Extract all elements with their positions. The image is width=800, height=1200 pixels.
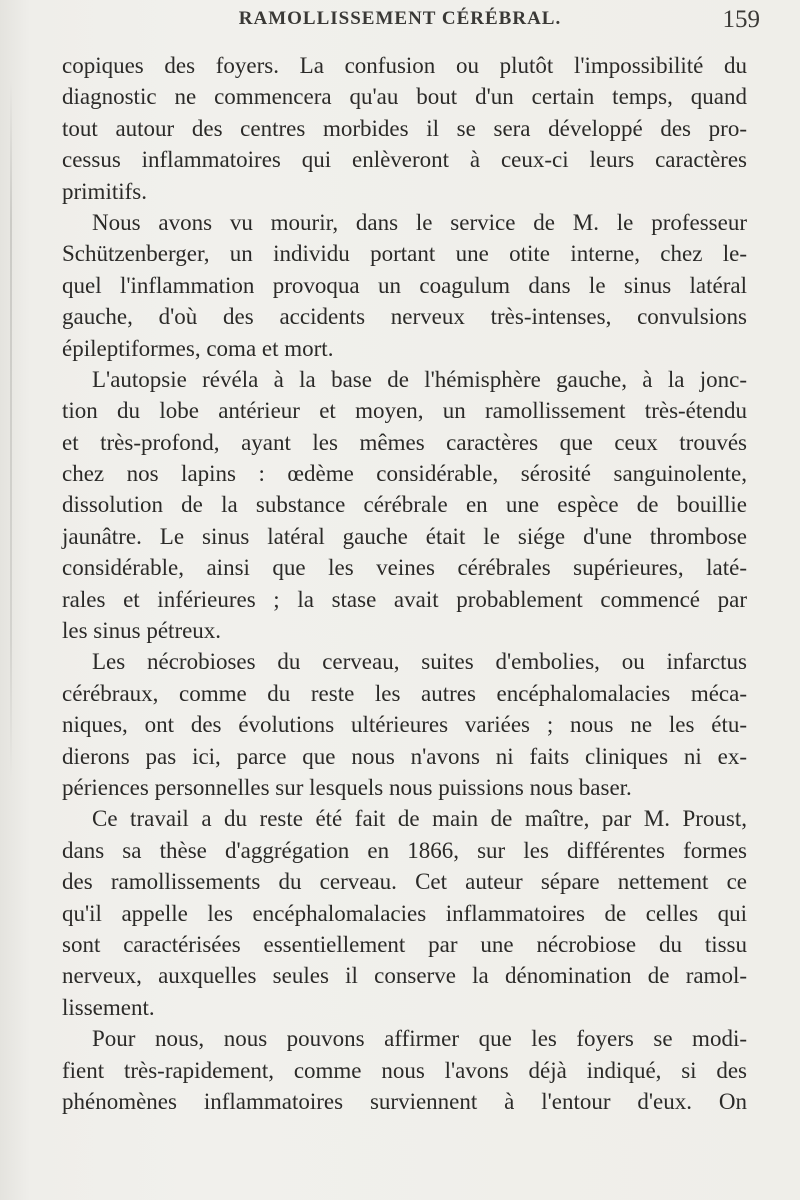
text-line: lissement. [62, 994, 155, 1020]
text-line: niques, ont des évolutions ultérieures variées ; nous ne les étu- [62, 712, 747, 738]
text-line: fient très-rapidement, comme nous l'avons déjà indiqué, si des [62, 1057, 747, 1083]
text-line: tout autour des centres morbides il se sera développé des pro- [62, 115, 747, 141]
text-line: dans sa thèse d'aggrégation en 1866, sur les différentes formes [62, 837, 747, 863]
body-text [62, 50, 747, 1117]
text-line: copiques des foyers. La confusion ou plutôt l'impossibilité du [62, 53, 747, 78]
text-line: des ramollissements du cerveau. Cet auteur sépare nettement ce [62, 869, 747, 895]
text-line: quel l'inflammation provoqua un coagulum dans le sinus latéral [62, 272, 747, 298]
text-line: cessus inflammatoires qui enlèveront à ceux-ci leurs caractères [62, 147, 747, 173]
text-line: Nous avons vu mourir, dans le service de M. le professeur [92, 209, 747, 235]
text-line: phénomènes inflammatoires surviennent à l'entour d'eux. On [62, 1088, 747, 1114]
text-line: périences personnelles sur lesquels nous puissions nous baser. [62, 774, 632, 800]
text-line: dissolution de la substance cérébrale en une espèce de bouillie [62, 492, 747, 518]
text-line: considérable, ainsi que les veines cérébrales supérieures, laté- [62, 555, 747, 581]
page-gutter-shadow [10, 80, 12, 780]
text-line: Les nécrobioses du cerveau, suites d'embolies, ou infarctus [92, 649, 747, 675]
text-line: chez nos lapins : œdème considérable, sérosité sanguinolente, [62, 461, 747, 487]
text-line: Ce travail a du reste été fait de main de maître, par M. Proust, [92, 806, 747, 832]
running-title: RAMOLLISSEMENT CÉRÉBRAL. [238, 8, 562, 29]
text-line: L'autopsie révéla à la base de l'hémisphère gauche, à la jonc- [92, 366, 747, 392]
text-line: cérébraux, comme du reste les autres encéphalomalacies méca- [62, 680, 747, 706]
text-line: nerveux, auxquelles seules il conserve la dénomination de ramol- [62, 963, 747, 989]
text-line: tion du lobe antérieur et moyen, un ramollissement très-étendu [62, 398, 747, 424]
text-line: qu'il appelle les encéphalomalacies inflammatoires de celles qui [62, 900, 747, 926]
running-head [60, 4, 760, 40]
text-line: diagnostic ne commencera qu'au bout d'un certain temps, quand [62, 84, 747, 110]
text-line: Schützenberger, un individu portant une otite interne, chez le- [62, 241, 747, 267]
text-line: sont caractérisées essentiellement par une nécrobiose du tissu [62, 931, 747, 957]
text-line: primitifs. [62, 178, 147, 204]
text-line: rales et inférieures ; la stase avait probablement commencé par [62, 586, 747, 612]
page-number: 159 [722, 6, 760, 33]
text-line: gauche, d'où des accidents nerveux très-intenses, convulsions [62, 304, 747, 330]
text-line: Pour nous, nous pouvons affirmer que les foyers se modi- [92, 1026, 747, 1052]
text-line: jaunâtre. Le sinus latéral gauche était le siége d'une thrombose [62, 523, 747, 549]
text-line: dierons pas ici, parce que nous n'avons ni faits cliniques ni ex- [62, 743, 747, 769]
text-line: et très-profond, ayant les mêmes caractères que ceux trouvés [62, 429, 747, 455]
text-line: épileptiformes, coma et mort. [62, 335, 334, 361]
text-line: les sinus pétreux. [62, 618, 222, 644]
